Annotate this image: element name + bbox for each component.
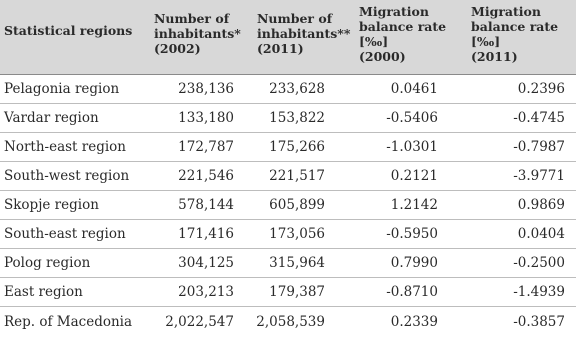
cell-region: Vardar region: [0, 103, 146, 132]
cell-region: Skopje region: [0, 190, 146, 219]
cell-inhabitants-2002: 304,125: [146, 248, 250, 277]
cell-migration-2000: 0.2121: [354, 161, 460, 190]
header-migration-2011-line-4: (2011): [471, 48, 518, 64]
header-migration-2011-line-1: Migration: [471, 3, 541, 19]
cell-total-inhabitants-2011: 2,058,539: [250, 306, 354, 338]
header-statistical-regions: [0, 0, 146, 74]
cell-inhabitants-2002: 238,136: [146, 74, 250, 103]
cell-inhabitants-2002: 133,180: [146, 103, 250, 132]
header-inhabitants-2011: [250, 0, 354, 74]
cell-total-region: Rep. of Macedonia: [0, 306, 146, 338]
cell-migration-2011: -0.2500: [460, 248, 576, 277]
cell-inhabitants-2002: 578,144: [146, 190, 250, 219]
header-migration-2011-line-3: [‰]: [471, 33, 501, 49]
header-migration-2000-line-2: balance rate: [359, 18, 447, 34]
table-row: [0, 132, 576, 161]
table-row: [0, 103, 576, 132]
cell-total-migration-2011: -0.3857: [460, 306, 576, 338]
table-total-row: [0, 306, 576, 338]
cell-inhabitants-2002: 203,213: [146, 277, 250, 306]
cell-inhabitants-2011: 179,387: [250, 277, 354, 306]
cell-migration-2000: -0.8710: [354, 277, 460, 306]
cell-inhabitants-2002: 221,546: [146, 161, 250, 190]
header-migration-2000: [354, 0, 460, 74]
cell-region: South-east region: [0, 219, 146, 248]
cell-region: North-east region: [0, 132, 146, 161]
table-header: [0, 0, 576, 74]
cell-migration-2011: -3.9771: [460, 161, 576, 190]
cell-region: East region: [0, 277, 146, 306]
header-inhabitants-2011-line-2: inhabitants**: [257, 26, 351, 42]
cell-inhabitants-2002: 171,416: [146, 219, 250, 248]
cell-region: South-west region: [0, 161, 146, 190]
header-migration-2011: [460, 0, 576, 74]
table-row: [0, 161, 576, 190]
cell-total-inhabitants-2002: 2,022,547: [146, 306, 250, 338]
cell-inhabitants-2011: 315,964: [250, 248, 354, 277]
cell-inhabitants-2011: 153,822: [250, 103, 354, 132]
header-inhabitants-2002-line-3: (2002): [154, 41, 201, 57]
cell-migration-2011: 0.9869: [460, 190, 576, 219]
header-migration-2000-line-3: [‰]: [359, 33, 389, 49]
header-migration-2011-line-2: balance rate: [471, 18, 559, 34]
cell-migration-2000: -1.0301: [354, 132, 460, 161]
cell-migration-2011: 0.0404: [460, 219, 576, 248]
cell-migration-2011: -1.4939: [460, 277, 576, 306]
header-inhabitants-2002-line-2: inhabitants*: [154, 26, 241, 42]
table-row: [0, 190, 576, 219]
header-inhabitants-2011-line-1: Number of: [257, 11, 333, 27]
table-row: [0, 277, 576, 306]
header-migration-2000-line-1: Migration: [359, 3, 429, 19]
cell-inhabitants-2002: 172,787: [146, 132, 250, 161]
cell-migration-2000: 0.0461: [354, 74, 460, 103]
cell-region: Pelagonia region: [0, 74, 146, 103]
cell-inhabitants-2011: 175,266: [250, 132, 354, 161]
header-row: [0, 0, 576, 74]
cell-inhabitants-2011: 233,628: [250, 74, 354, 103]
cell-inhabitants-2011: 221,517: [250, 161, 354, 190]
cell-migration-2000: -0.5950: [354, 219, 460, 248]
cell-migration-2000: 1.2142: [354, 190, 460, 219]
cell-migration-2000: -0.5406: [354, 103, 460, 132]
table-row: [0, 248, 576, 277]
cell-region: Polog region: [0, 248, 146, 277]
cell-migration-2000: 0.7990: [354, 248, 460, 277]
cell-migration-2011: 0.2396: [460, 74, 576, 103]
header-migration-2000-line-4: (2000): [359, 48, 406, 64]
cell-total-migration-2000: 0.2339: [354, 306, 460, 338]
header-inhabitants-2011-line-3: (2011): [257, 41, 304, 57]
header-inhabitants-2002: [146, 0, 250, 74]
table-body: [0, 74, 576, 338]
table-row: [0, 219, 576, 248]
table-row: [0, 74, 576, 103]
cell-inhabitants-2011: 605,899: [250, 190, 354, 219]
header-inhabitants-2002-line-1: Number of: [154, 11, 230, 27]
cell-inhabitants-2011: 173,056: [250, 219, 354, 248]
cell-migration-2011: -0.7987: [460, 132, 576, 161]
cell-migration-2011: -0.4745: [460, 103, 576, 132]
header-statistical-regions-label: Statistical regions: [4, 23, 133, 39]
